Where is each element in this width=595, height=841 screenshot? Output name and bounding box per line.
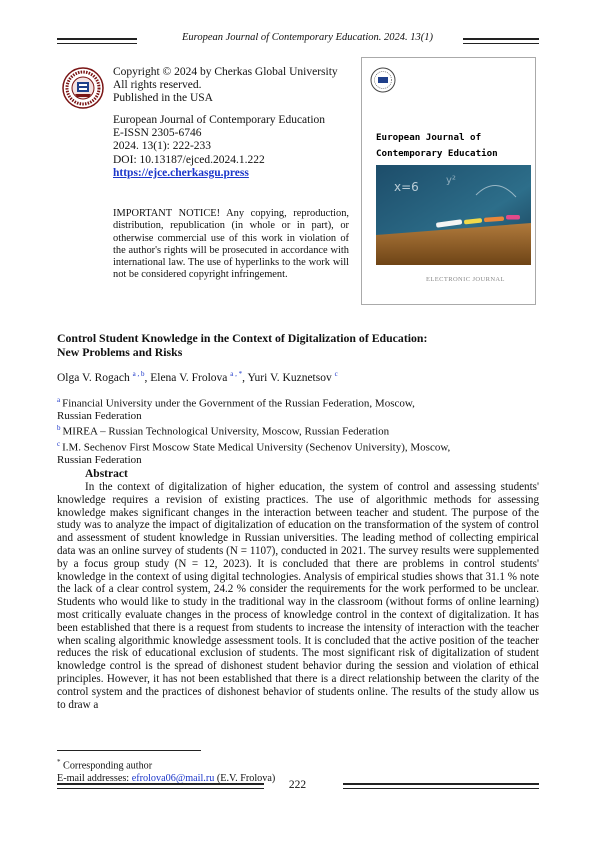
cover-footer: ELECTRONIC JOURNAL xyxy=(426,276,505,283)
email-link[interactable]: efrolova06@mail.ru xyxy=(131,772,215,784)
abstract-heading: Abstract xyxy=(85,468,128,480)
header-rule-right-bottom xyxy=(463,43,539,44)
affiliation-text: I.M. Sechenov First Moscow State Medical University (Sechenov University), Moscow, xyxy=(62,441,451,454)
article-title-line-1: Control Student Knowledge in the Context of Digitalization of Education: xyxy=(57,331,428,345)
journal-running-header: European Journal of Contemporary Education. 2024. 13(1) xyxy=(181,32,433,43)
published-line: Published in the USA xyxy=(113,92,213,105)
affiliation-a-cont: Russian Federation xyxy=(57,409,142,422)
article-title-line-2: New Problems and Risks xyxy=(57,345,183,359)
affiliation-text: Financial University under the Government of the Russian Federation, Moscow, xyxy=(62,397,415,410)
author-superscript: c xyxy=(334,370,338,378)
university-seal-logo xyxy=(62,67,104,109)
article-title xyxy=(57,331,537,359)
footnote-rule xyxy=(57,750,201,751)
issn: E-ISSN 2305-6746 xyxy=(113,127,202,140)
header-rule-left-top xyxy=(57,38,137,40)
affiliation-b xyxy=(57,422,537,438)
svg-text:y²: y² xyxy=(446,175,456,186)
affiliation-a xyxy=(57,394,537,410)
header-rule-left-bottom xyxy=(57,43,137,44)
copyright-block xyxy=(113,66,353,106)
author-superscript: a , * xyxy=(230,370,243,378)
affiliation-marker: b xyxy=(57,424,61,433)
author-name: Olga V. Rogach xyxy=(57,371,130,384)
email-suffix: (E.V. Frolova) xyxy=(214,772,276,784)
affiliation-c xyxy=(57,438,537,454)
author-list xyxy=(57,370,338,384)
affiliation-marker: c xyxy=(57,439,61,448)
cover-title-line-1: European Journal of xyxy=(376,132,482,143)
author-name: Yuri V. Kuznetsov xyxy=(247,371,332,384)
issue-pages: 2024. 13(1): 222-233 xyxy=(113,140,212,153)
author-separator: , xyxy=(144,371,151,384)
affiliation-marker: a xyxy=(57,396,61,404)
page-number: 222 xyxy=(288,779,307,791)
author-superscript: a , b xyxy=(132,370,145,378)
doi: DOI: 10.13187/ejced.2024.1.222 xyxy=(113,153,265,166)
svg-text:x=6: x=6 xyxy=(394,180,419,194)
corresponding-author-note xyxy=(57,756,275,773)
footnote-marker: * xyxy=(57,758,61,766)
journal-cover xyxy=(361,57,536,305)
author-separator: , xyxy=(242,371,248,384)
journal-website-link[interactable]: https://ejce.cherkasgu.press xyxy=(113,166,249,179)
important-notice: IMPORTANT NOTICE! Any copying, reproduction, distribution, republication (in whole or in part), or otherwise commercial use of this work in violation of the author's rights will be prosecuted in accordance with international law. The use of hyperlinks to the work will not be considered copyright infringement. xyxy=(113,208,349,281)
cover-chalkboard-image xyxy=(376,165,531,265)
cover-title xyxy=(376,130,531,161)
rights-line: All rights reserved. xyxy=(113,79,202,92)
affiliations xyxy=(57,394,537,466)
citation-block xyxy=(113,114,353,180)
abstract-text: In the context of digitalization of higher education, the system of control and assessing students' knowledge requires a revision of existing practices. The use of algorithmic methods for assessing knowledge makes significant changes in the interaction between teacher and student. The purpose of the study was to analyze the impact of digitalization of education on the transformation of the system of control and assessment of student knowledge in Russian universities. The leading method of collecting empirical data was an online survey of students (N = 1107), conducted in 2021. The survey results were supplemented by a focus group study (N = 12, 2023). It is concluded that there are problems in control students' knowledge in the context of using digital technologies. Analysis of empirical studies shows that 31.1 % note the lack of a clear control system, 24.2 % consider the requirements for the work performed to be unclear. Students who would like to study in the traditional way in the classroom (without forms of online learning) most critically evaluate changes in the process of knowledge control in the context of digitalization. It has been established that there is a request from students to increase the intensity of interaction with the teacher when scaling algorithmic knowledge assessment tools. It is concluded that the active position of the teacher reduces the risk of educational exclusion of students. The most significant risk of digitalization of student knowledge control is the spread of dishonest student behavior during the session and violation of ethical principles. However, it has not been established that there is a direct relationship between the clarity of the control system and the practices of dishonest behavior of students online. The results of the study allow us to draw a xyxy=(57,481,539,711)
affiliation-c-cont: Russian Federation xyxy=(57,453,142,466)
email-prefix: E-mail addresses: xyxy=(57,772,132,784)
author-name: Elena V. Frolova xyxy=(150,371,228,384)
abstract-body xyxy=(57,481,539,711)
copyright-line: Copyright © 2024 by Cherkas Global University xyxy=(113,66,338,78)
affiliation-text: MIREA – Russian Technological University, Moscow, Russian Federation xyxy=(62,425,390,438)
journal-name: European Journal of Contemporary Education xyxy=(113,114,326,126)
cover-title-line-2: Contemporary Education xyxy=(376,147,498,159)
cover-logo-icon xyxy=(370,67,396,93)
footnote-text: Corresponding author xyxy=(63,760,153,772)
